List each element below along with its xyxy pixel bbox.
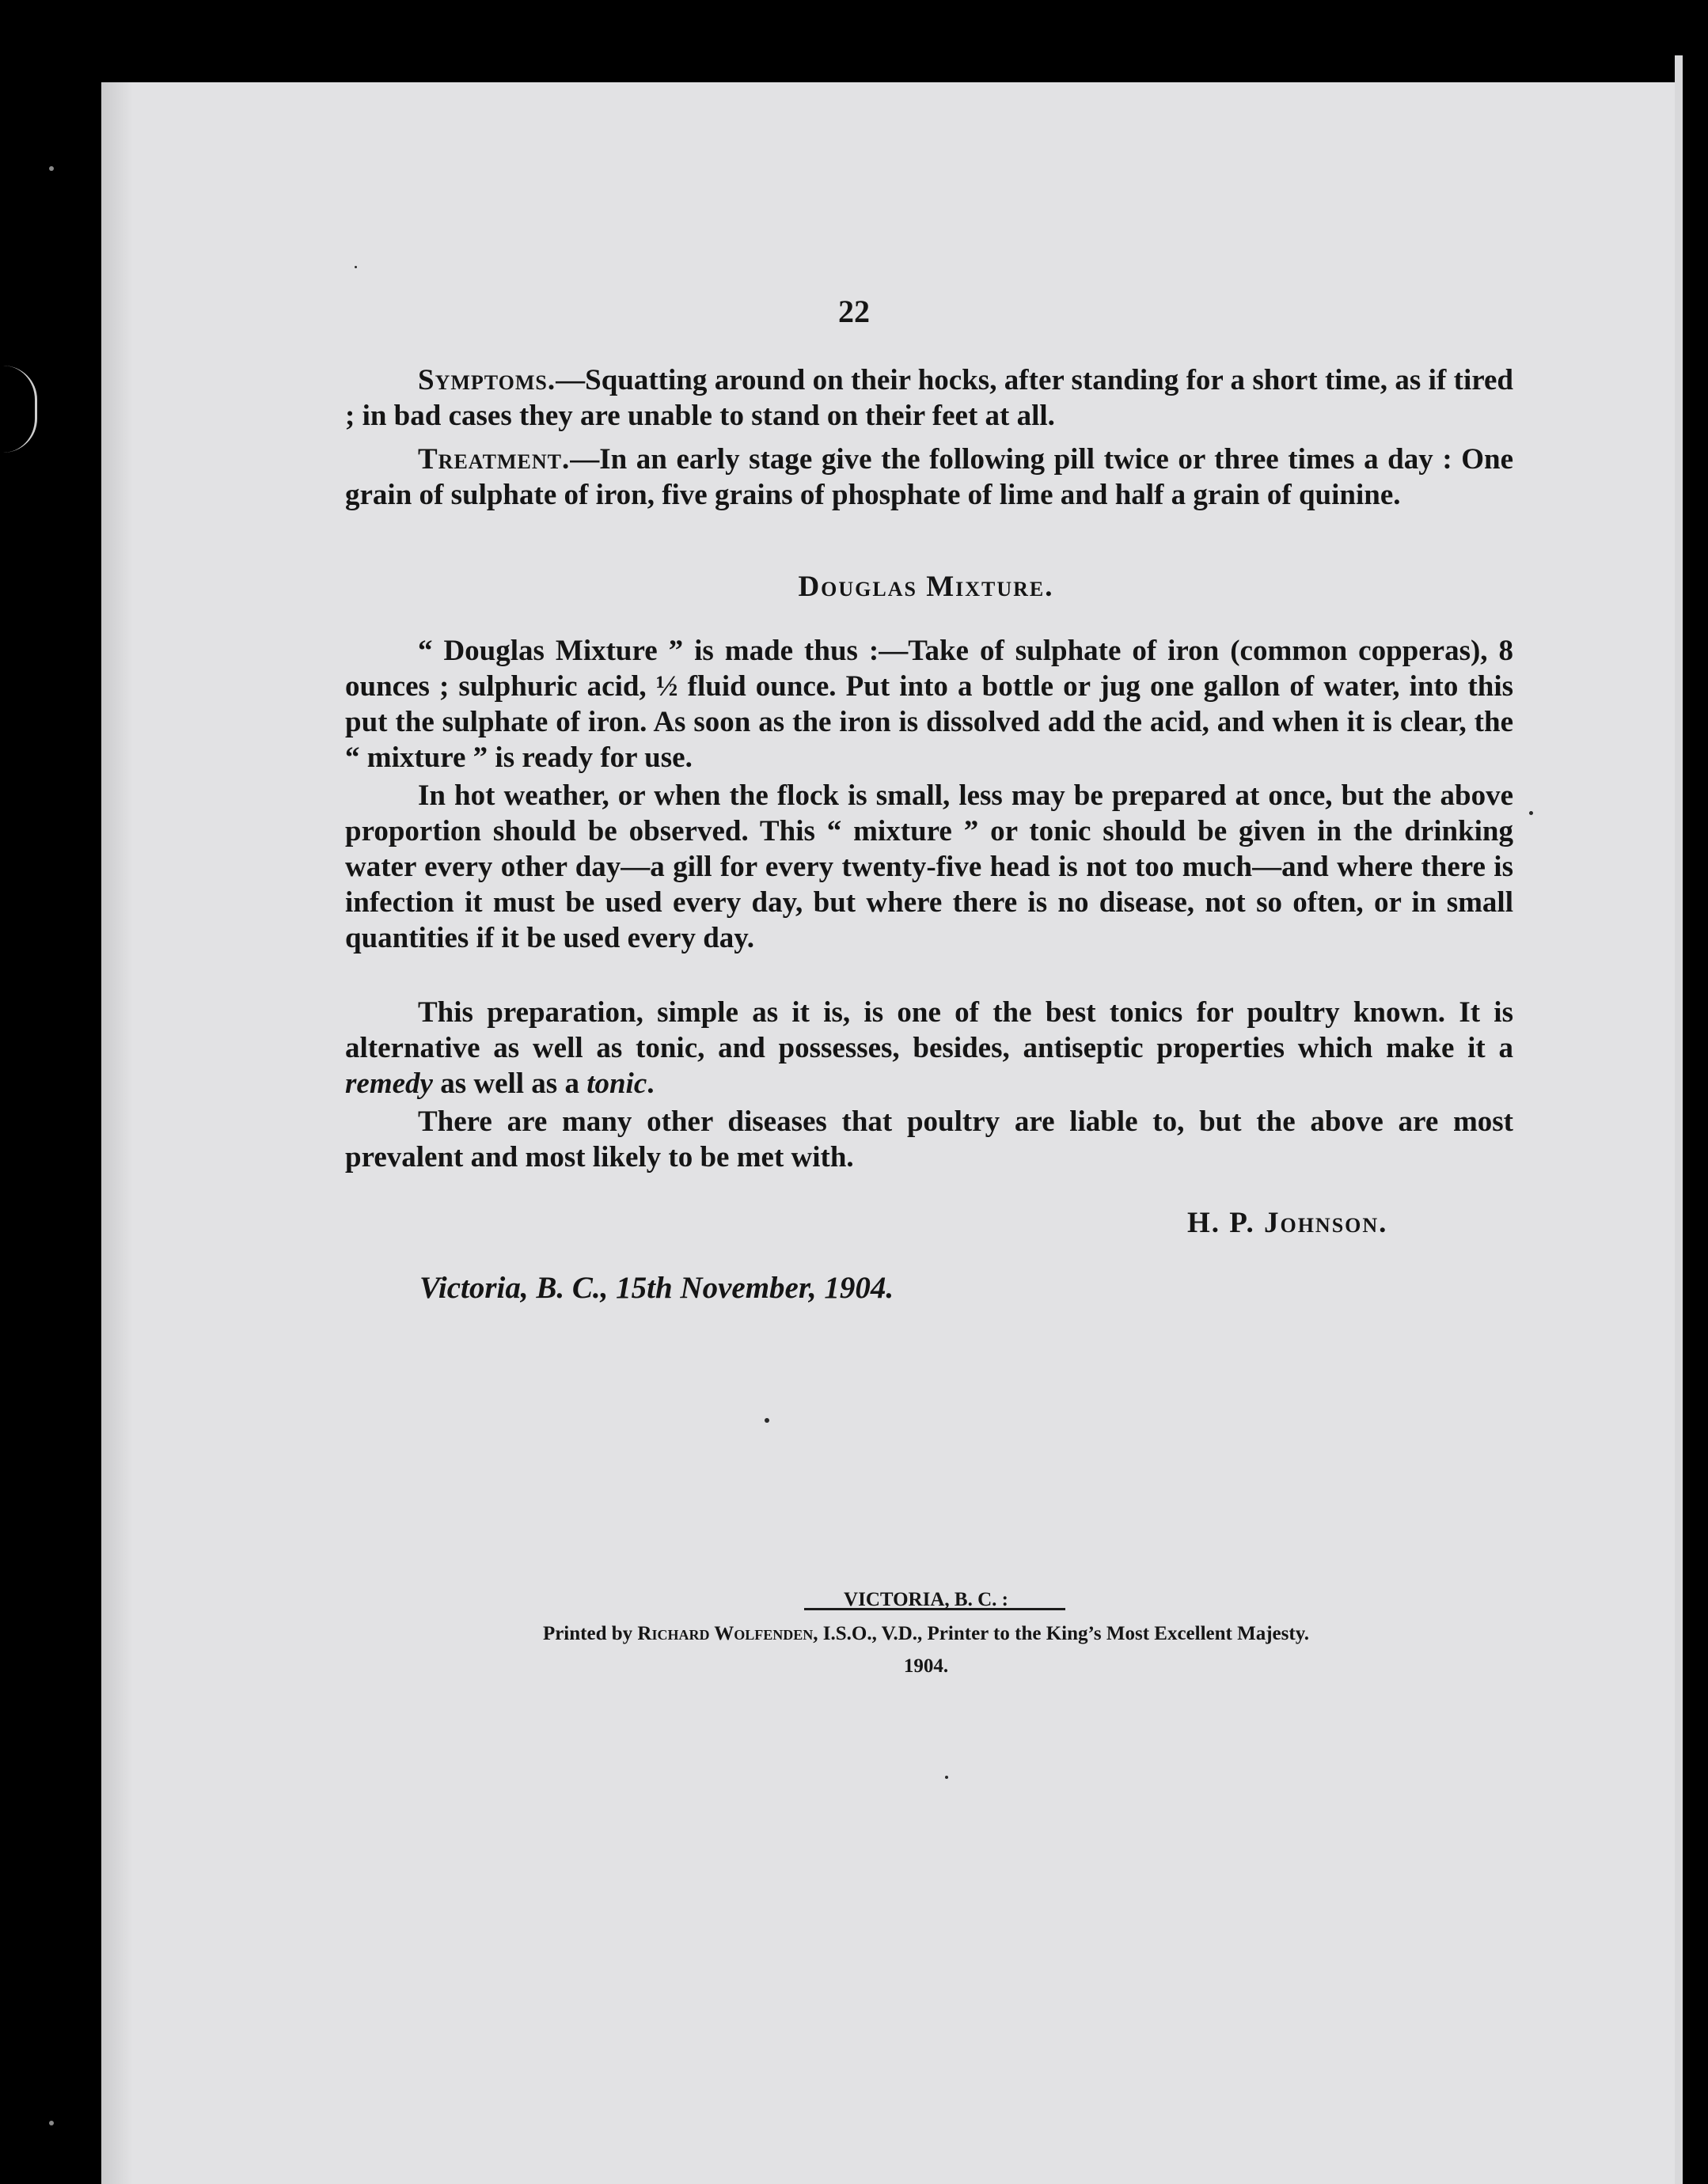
scan-speck [1529, 811, 1533, 815]
imprint-year: 1904. [903, 1655, 949, 1677]
imprint-place [0, 1589, 1708, 1611]
imprint-printer-name: Richard Wolfenden [637, 1623, 814, 1644]
treatment-paragraph [345, 442, 1513, 513]
tonic-emphasis: tonic [586, 1067, 647, 1100]
symptoms-text: —Squatting around on their hocks, after standing for a short time, as if tired ; in bad cases they are unable to stand on their feet at all. [345, 364, 1513, 432]
scan-speck [49, 166, 54, 171]
page-right-edge [1675, 55, 1683, 2184]
symptoms-label: Symptoms. [418, 364, 556, 396]
imprint-place-text: VICTORIA, B. C. : [844, 1589, 1008, 1610]
hot-weather-paragraph: In hot weather, or when the flock is small, less may be prepared at once, but the above proportion should be observed. This “ mixture ” or tonic should be given in the drinking water every other day—a gill for every twenty-five head is not too much—and where there is infection it must be used every day, but where there is no disease, not so often, or in small quantities if it be used every day. [345, 779, 1513, 954]
mixture-paragraph: “ Douglas Mixture ” is made thus :—Take of sulphate of iron (common copperas), 8 ounces ; sulphuric acid, ½ fluid ounce. Put into a bottle or jug one gallon of water, into this put the sulphate of iron. As soon as the iron is dissolved add the acid, and when it is clear, the “ mixture ” is ready for use. [345, 635, 1513, 774]
treatment-label: Treatment. [418, 443, 571, 476]
preparation-text-end: . [647, 1067, 655, 1100]
page-number: 22 [838, 294, 870, 329]
imprint-printer [0, 1623, 1708, 1645]
imprint-printer-suffix: , I.S.O., V.D., Printer to the King’s Most Excellent Majesty. [813, 1623, 1310, 1644]
symptoms-paragraph [345, 362, 1513, 434]
dateline: Victoria, B. C., 15th November, 1904. [419, 1271, 894, 1305]
author-signature [1187, 1206, 1387, 1240]
preparation-text-start: This preparation, simple as it is, is one of the best tonics for poultry known. It is alternative as well as tonic, and possesses, besides, antiseptic properties which make it a [345, 996, 1513, 1064]
scan-speck [49, 2121, 54, 2125]
closing-paragraph: There are many other diseases that poultry are liable to, but the above are most prevalent and most likely to be met with. [345, 1105, 1513, 1174]
preparation-paragraph [345, 995, 1513, 1101]
section-heading: Douglas Mixture. [798, 571, 1054, 603]
preparation-text-middle: as well as a [432, 1067, 587, 1100]
scan-speck [945, 1776, 948, 1779]
scan-speck [765, 1418, 769, 1423]
remedy-emphasis: remedy [345, 1067, 433, 1100]
imprint-printer-prefix: Printed by [542, 1623, 638, 1644]
scan-speck [355, 266, 357, 268]
author-name: H. P. Johnson. [1187, 1207, 1388, 1239]
treatment-text: —In an early stage give the following pill twice or three times a day : One grain of sulphate of iron, five grains of phosphate of lime and half a grain of quinine. [345, 443, 1513, 511]
